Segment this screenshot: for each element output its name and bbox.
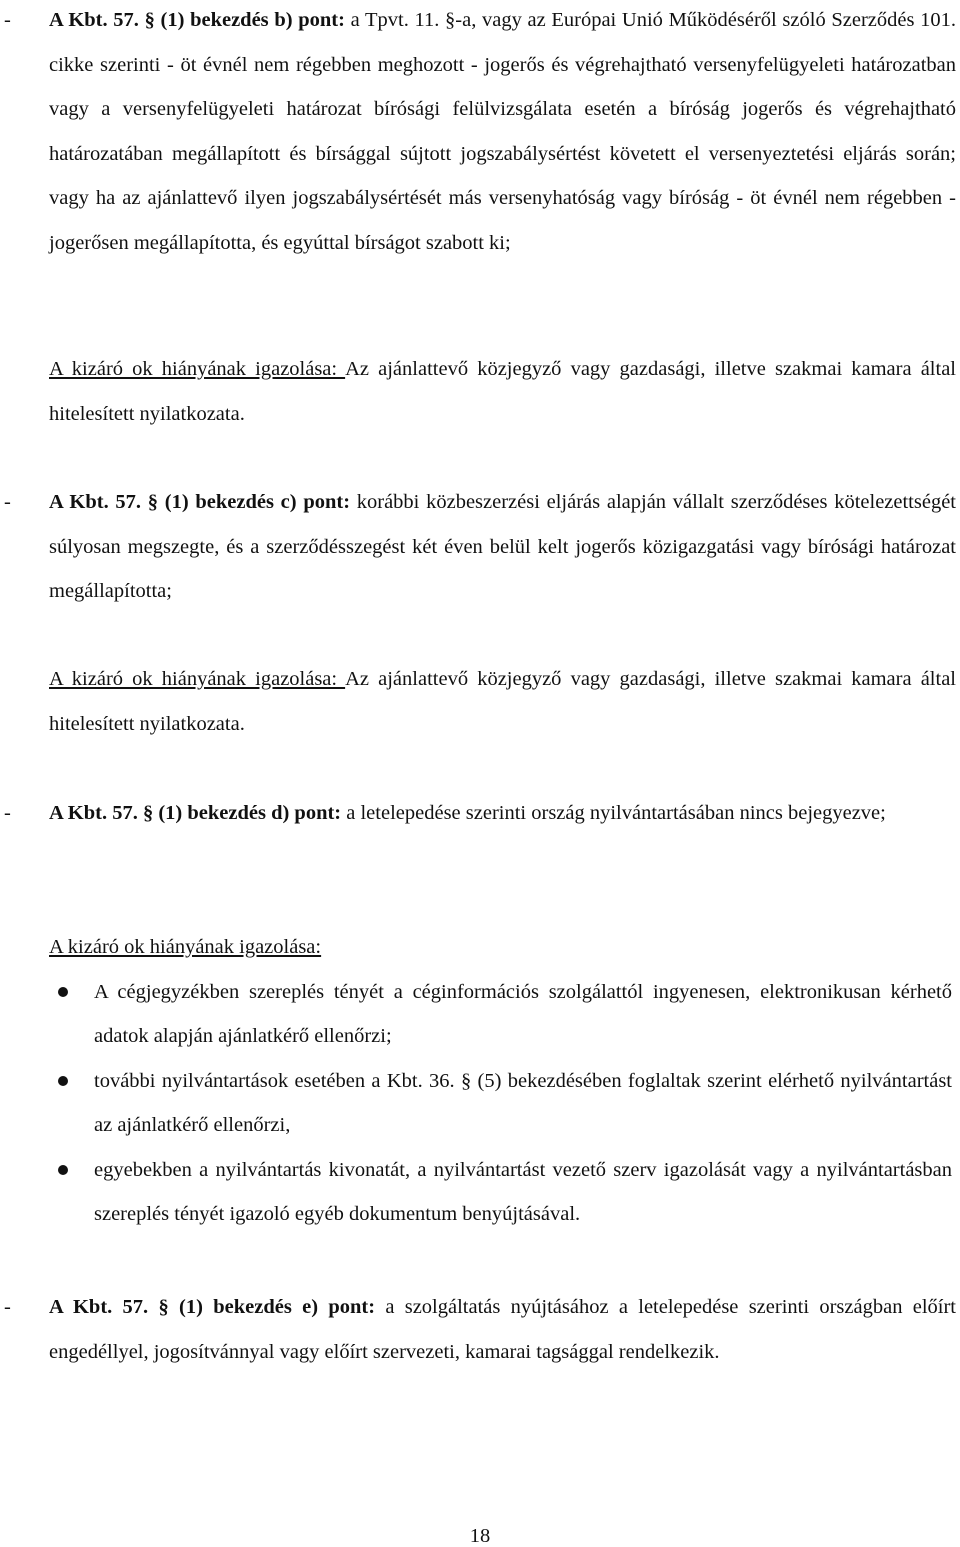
clause-text: a Tpvt. 11. §-a, vagy az Európai Unió Működéséről szóló Szerződés 101. cikke szerinti - öt évnél nem régebben meghozott - jogerős és végrehajtható versenyfelügyeleti határozatban vagy a versenyfelügyeleti határozat bírósági felülvizsgálata esetén a bíróság jogerős és végrehajtható határozatában megállapított és bírsággal sújtott jogszabálysértést követett el versenyeztetési eljárás során; vagy ha az ajánlattevő ilyen jogszabálysértését más versenyhatóság vagy bíróság - öt évnél nem régebben - jogerősen megállapította, és egyúttal bírságot szabott ki; bbox=[49, 9, 956, 254]
proof-bullet-list bbox=[0, 970, 956, 1237]
proof-b bbox=[0, 347, 960, 436]
bullet-text: egyebekben a nyilvántartás kivonatát, a nyilvántartást vezető szerv igazolását vagy a nyilvántartásban szereplés tényét igazoló egyéb dokumentum benyújtásával. bbox=[94, 1158, 952, 1225]
proof-d bbox=[0, 925, 960, 1237]
list-dash: - bbox=[4, 9, 11, 31]
bullet-icon bbox=[58, 1076, 68, 1086]
bullet-icon bbox=[58, 987, 68, 997]
proof-text: Az ajánlattevő közjegyző vagy gazdasági, illetve szakmai kamara által hitelesített nyilatkozata. bbox=[49, 668, 956, 735]
clause-reference: A Kbt. 57. § (1) bekezdés e) pont: bbox=[49, 1296, 376, 1318]
list-item bbox=[0, 1148, 956, 1237]
clause-e bbox=[0, 1285, 960, 1374]
list-item bbox=[0, 1059, 956, 1148]
bullet-text: A cégjegyzékben szereplés tényét a céginformációs szolgálattól ingyenesen, elektronikusan kérhető adatok alapján ajánlatkérő ellenőrzi; bbox=[94, 980, 952, 1047]
bullet-text: további nyilvántartások esetében a Kbt. 36. § (5) bekezdésében foglaltak szerint elérhető nyilvántartást az ajánlatkérő ellenőrzi, bbox=[94, 1069, 952, 1136]
list-dash: - bbox=[4, 802, 11, 824]
clause-text: korábbi közbeszerzési eljárás alapján vállalt szerződéses kötelezettségét súlyosan megszegte, és a szerződésszegést két éven belül kelt jogerős közigazgatási vagy bírósági határozat megállapította; bbox=[49, 491, 956, 602]
proof-label: A kizáró ok hiányának igazolása: bbox=[49, 358, 346, 380]
clause-c bbox=[0, 480, 960, 614]
clause-d bbox=[0, 791, 960, 836]
proof-c bbox=[0, 657, 960, 746]
clause-reference: A Kbt. 57. § (1) bekezdés b) pont: bbox=[49, 9, 345, 31]
proof-text: Az ajánlattevő közjegyző vagy gazdasági, illetve szakmai kamara által hitelesített nyilatkozata. bbox=[49, 358, 956, 425]
proof-label: A kizáró ok hiányának igazolása: bbox=[49, 936, 322, 958]
proof-label: A kizáró ok hiányának igazolása: bbox=[49, 668, 346, 690]
list-dash: - bbox=[4, 491, 11, 513]
clause-text: a szolgáltatás nyújtásához a letelepedése szerinti országban előírt engedéllyel, jogosítvánnyal vagy előírt szervezeti, kamarai tagsággal rendelkezik. bbox=[49, 1296, 956, 1363]
page-number: 18 bbox=[469, 1525, 491, 1547]
clause-reference: A Kbt. 57. § (1) bekezdés d) pont: bbox=[49, 802, 342, 824]
list-item bbox=[0, 970, 956, 1059]
clause-reference: A Kbt. 57. § (1) bekezdés c) pont: bbox=[49, 491, 351, 513]
clause-b bbox=[0, 0, 960, 265]
bullet-icon bbox=[58, 1165, 68, 1175]
list-dash: - bbox=[4, 1296, 11, 1318]
clause-text: a letelepedése szerinti ország nyilvántartásában nincs bejegyezve; bbox=[341, 802, 886, 824]
